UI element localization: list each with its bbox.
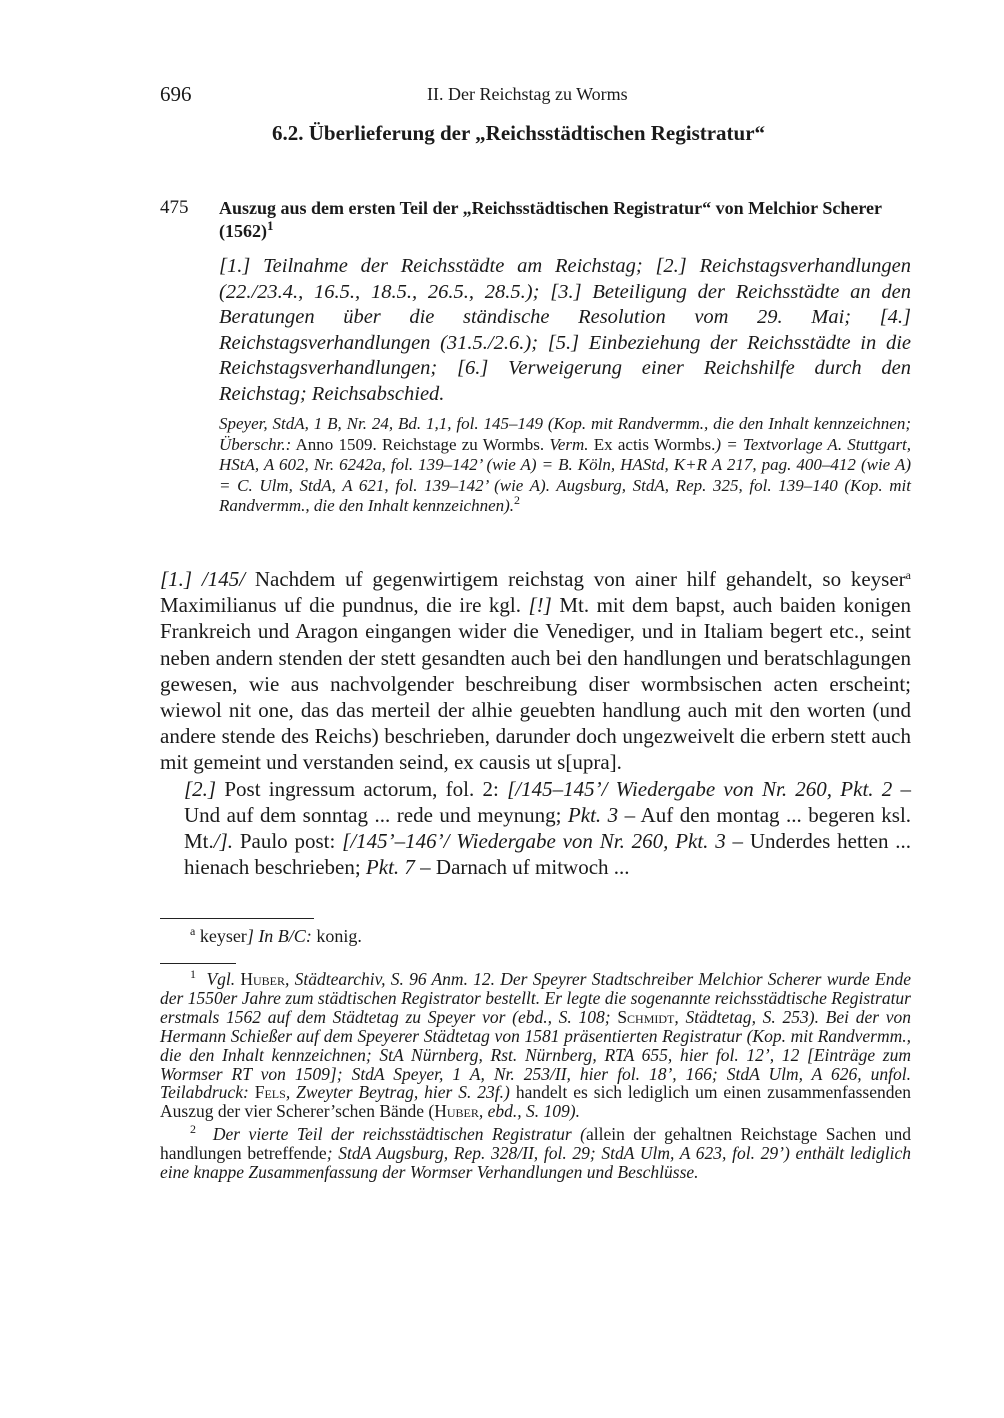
footnote-number: 1 [190,967,196,981]
text-run: , ebd., S. 109). [478,1101,580,1122]
text-run: Auf den montag ... begeren ksl. Mt. [184,802,912,854]
section-title: 6.2. Überlieferung der „Reichsstädtischen Registratur“ [272,121,766,145]
quoted-title: allein der gehaltnen Reichstage Sachen und handlungen betreffende [160,1124,911,1164]
document-title [219,197,911,243]
footnotes-rule [160,963,236,964]
editorial-mark: [!] [528,593,552,618]
source-marginal-text: Ex actis Wormbs. [593,434,716,454]
paragraph-1 [160,566,911,776]
author-name: Fels [254,1082,286,1103]
textual-note-witness: ] In B/C: [246,926,312,946]
editorial-note: Pkt. 7 – [365,855,431,880]
author-name: Huber [240,969,286,989]
source-text-3: ) = Textvorlage A. Stuttgart, HStA, A 602, Nr. 6242a, fol. 139–142’ (wie A) = B. Köln, HAStd, K+R A 217, pag. 400–412 (wie A) = C. Ulm, StdA, A 621, fol. 139–142’ (wie A). Augsburg, StdA, Rep. 325, fol. 139–140 (Kop. mit Randvermm., die den Inhalt kennzeichnen). [219,434,912,515]
text-run: Maximilianus uf die pundnus, die ire kgl. [160,593,522,618]
text-run: Paulo post: [239,829,336,854]
document-summary: [1.] Teilnahme der Reichsstädte am Reichstag; [2.] Reichstagsverhandlungen (22./23.4., 16.5., 18.5., 26.5., 28.5.); [3.] Beteiligung der Reichsstädte an den Beratungen über die ständische Resolution vom 29. Mai; [4.] Reichstagsverhandlungen (31.5./2.6.); [5.] Einbeziehung der Reichsstädte in die Reichstagsverhandlungen; [6.] Verweigerung einer Reichshilfe durch den Reichstag; Reichsabschied. [219,255,911,405]
footnotes [160,967,912,1183]
editorial-note: Pkt. 3 – [567,802,636,827]
textual-note-a [190,926,362,947]
paragraph-2 [160,776,911,881]
text-run: Mt. mit dem bapst, auch baiden konigen Frankreich und Aragon eingangen wider die Venediger, und in Italiam begert etc., seint neben andern stenden der stett gesandten auch bei den handlungen und beratschlagungen gewesen, wie aus nachvolgender beschreibung diser wormbsischen acten erscheint; wiewol nit one, das das merteil der alhie geuebten handlung auch mit den worten (und andere stende des Reichs) beschrieben, darunder doch ungezweivelt die erbern stett auch mit gemeint und verstanden seind, ex causis ut s[upra]. [160,593,911,775]
footnote-2 [160,1122,911,1183]
text-run: Nachdem uf gegenwirtigem reichstag von ainer hilf gehandelt, so keyser [254,567,906,591]
textual-note-mark: a [190,924,196,938]
footnote-ref-1: 1 [267,218,274,233]
text-run: Darnach uf mitwoch ... [435,855,630,880]
text-run: , Zweyter Beytrag, hier S. 23f.) [285,1082,510,1103]
textual-note-reading: konig. [316,926,362,946]
text-run: Und auf dem sonntag ... rede und meynung; [184,802,562,827]
source-heading-text: Anno 1509. Reichstage zu Wormbs. [295,434,545,454]
textual-note-ref-a: a [905,568,911,582]
document-title-text: Auszug aus dem ersten Teil der „Reichsstädtischen Registratur“ von Melchior Scherer (1562) [219,198,882,241]
text-run: , Städtetag, S. 253). Bei der von Hermann Schießer auf dem Speyerer Städtetag von 1581 präsentierten Registratur (Kop. mit Randvermm., die den Inhalt kennzeichnen; StA Nürnberg, Rst. Nürnberg, RTA 655, hier fol. 12’, 12 [Einträge zum Wormser RT von 1509]; StdA Speyer, 1 A, Nr. 253/II, hier fol. 18’, 166; StdA Ulm, A 626, unfol. Teilabdruck: [160,1006,911,1103]
text-run: Der vierte Teil der reichsstädtischen Registratur ( [212,1124,586,1145]
footnote-ref-2: 2 [514,493,521,507]
text-run: Post ingressum actorum, fol. 2: [224,776,499,801]
editorial-note: [/145’–146’/ Wiedergabe von Nr. 260, Pkt. 3 – [342,829,744,854]
text-run: , Städtearchiv, S. 96 Anm. 12. Der Speyrer Stadtschreiber Melchior Scherer wurde Ende der 1550er Jahre zum städtischen Registrator bestellt. Er legte die sogenannte reichsstädtische Registratur erstmals 1562 auf dem Städtetag zu Speyer vor (ebd., S. 108; [160,969,912,1027]
footnote-number: 2 [190,1122,196,1137]
document-number: 475 [160,197,189,218]
running-title: II. Der Reichstag zu Worms [427,84,628,104]
author-name: Schmidt [617,1006,675,1027]
editorial-note: /]. [213,829,234,854]
text-run: ; StdA Augsburg, Rep. 328/II, fol. 29; StdA Ulm, A 623, fol. 29’) enthält lediglich eine knappe Zusammenfassung der Wormser Verhandlungen und Beschlüsse. [160,1143,911,1183]
page-number: 696 [160,82,192,106]
textual-note-lemma: keyser [199,926,247,946]
text-run: Underdes hetten ... hienach beschrieben; [184,829,912,880]
author-name: Huber [434,1101,479,1122]
source-text-2: Verm. [549,434,589,454]
paragraph-marker: [1.] /145/ [160,567,246,591]
textual-notes-rule [160,918,314,919]
footnote-1 [160,967,912,1122]
source-description [219,414,911,517]
text-run: Vgl. [206,969,236,989]
main-text [160,566,911,880]
text-run: handelt es sich lediglich um einen zusammenfassenden Auszug der vier Scherer’schen Bände ( [160,1082,912,1122]
editorial-note: [/145–145’/ Wiedergabe von Nr. 260, Pkt. 2 – [507,776,912,801]
source-text-1: Speyer, StdA, 1 B, Nr. 24, Bd. 1,1, fol. 145–149 (Kop. mit Randvermm., die den Inhalt kennzeichnen; Überschr.: [219,414,911,454]
paragraph-marker: [2.] [184,776,217,801]
